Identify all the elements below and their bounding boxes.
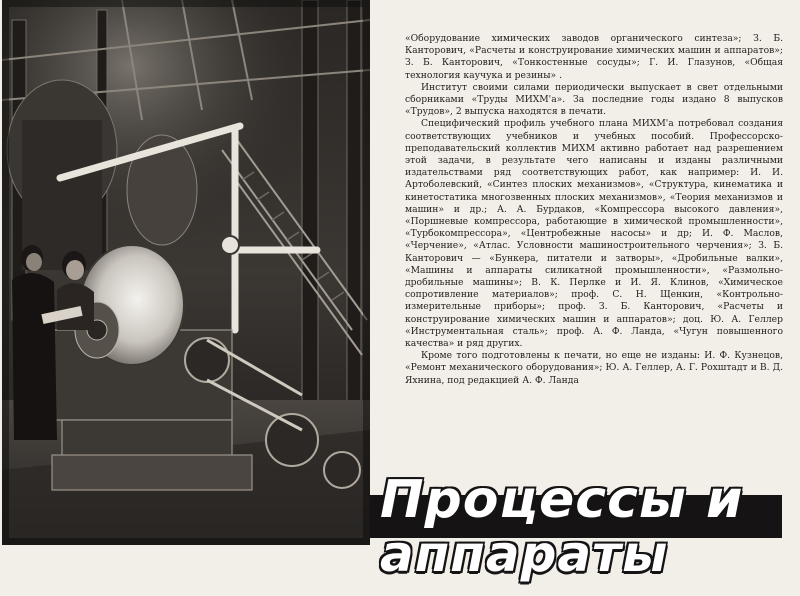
article-paragraph-4: Кроме того подготовлены к печати, но еще не изданы: И. Ф. Кузнецов, «Ремонт механического оборудования»; Ю. А. Геллер, А. Г. Рохштадт и В. Д. Яхнина, под редакцией А. Ф. Ланда [405, 350, 783, 386]
section-title-line-1: Процессы и [380, 470, 744, 530]
article-text [405, 33, 783, 387]
article-paragraph-3: Специфический профиль учебного плана МИХМ'а потребовал создания соответствующих учебников и учебных пособий. Профессорско-преподавательский коллектив МИХМ активно работает над разрешением этой задачи, в результате чего написаны и изданы различными издательствами ряд соответствующих работ, как например: И. И. Артоболевский, «Синтез плоских механизмов», «Структура, кинематика и кинетостатика многозвенных плоских механизмов», «Теория механизмов и машин» и др.; А. А. Бурдаков, «Компрессора высокого давления», «Поршневые компрессора, работающие в химической промышленности», «Турбокомпрессора», «Центробежные насосы» и др; И. Ф. Маслов, «Черчение», «Атлас. Условности машиностроительного черчения»; З. Б. Канторович — «Бункера, питатели и затворы», «Дробильные валки», «Машины и аппараты силикатной промышленности», «Размольно-дробильные машины»; В. К. Перлке и И. Я. Клинов, «Химическое сопротивление материалов»; проф. С. Н. Щенкин, «Контрольно-измерительные приборы»; проф. З. Б. Канторович, «Расчеты и конструирование химических машин и аппаратов»; доц. Ю. А. Геллер «Инструментальная сталь»; проф. А. Ф. Ланда, «Чугун повышенного качества» и ряд других. [405, 118, 783, 350]
section-title-line-2: аппараты [380, 525, 669, 583]
article-paragraph-2: Институт своими силами периодически выпускает в свет отдельными сборниками «Труды МИХМ'а». За последние годы издано 8 выпусков «Трудов», 2 выпуска находятся в печати. [405, 81, 783, 118]
article-paragraph-1: «Оборудование химических заводов органического синтеза»; З. Б. Канторович, «Расчеты и конструирование химических машин и аппаратов»; З. Б. Канторович, «Тонкостенные сосуды»; Г. И. Глазунов, «Общая технология каучука и резины» . [405, 33, 783, 81]
factory-photo-illustration [2, 0, 370, 545]
factory-photo [2, 0, 370, 545]
